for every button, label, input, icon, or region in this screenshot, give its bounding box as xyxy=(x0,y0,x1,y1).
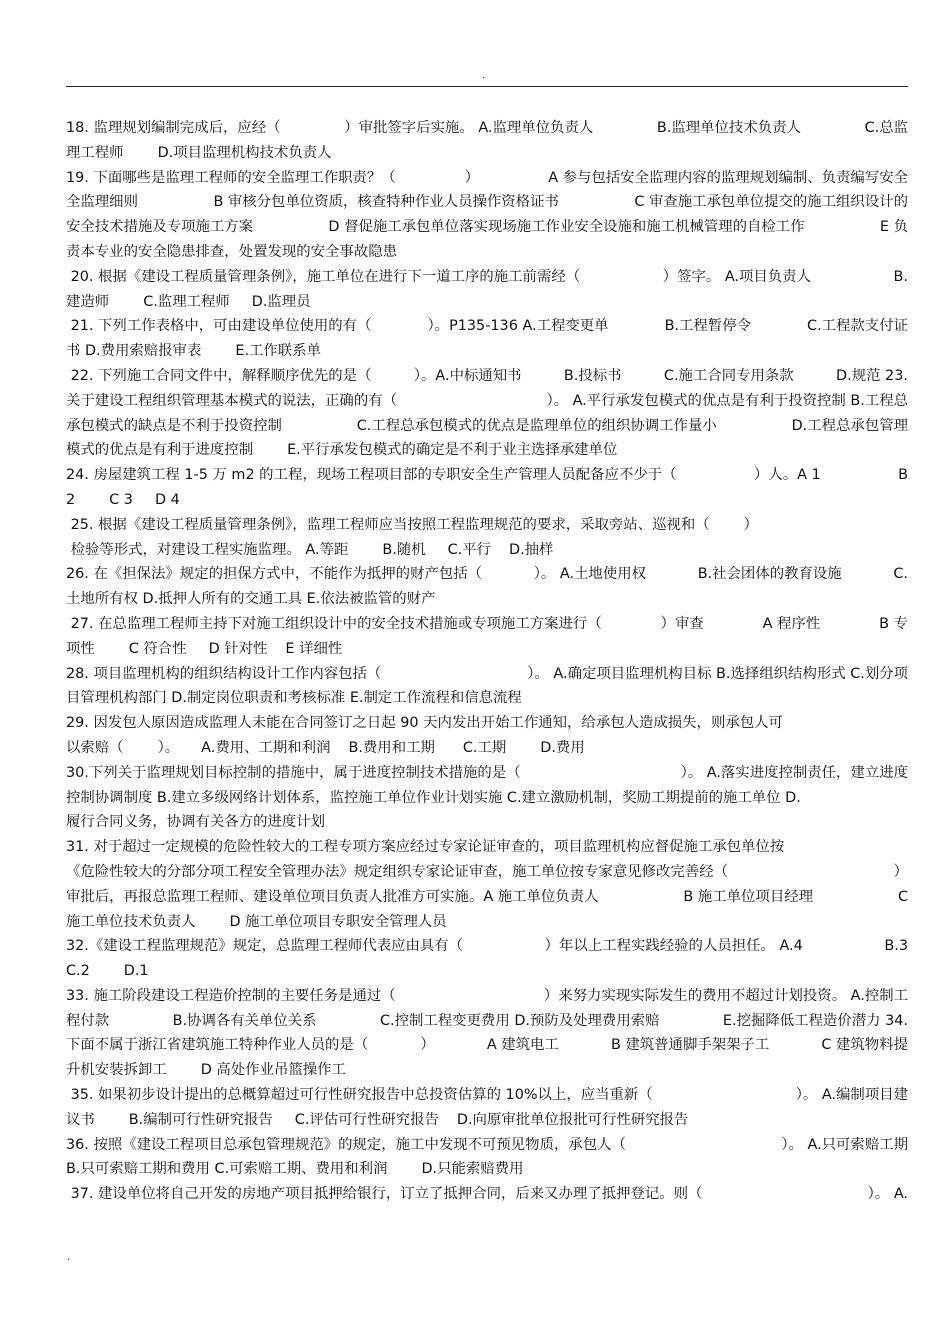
line-segment: ） xyxy=(893,863,908,880)
line-segment: B xyxy=(898,467,908,484)
text-line xyxy=(66,314,908,339)
line-segment: 建造师 xyxy=(66,293,110,310)
line-segment: ）。 A. xyxy=(867,1186,908,1203)
text-line xyxy=(66,339,908,364)
line-segment: D 4 xyxy=(154,491,180,508)
line-segment: C.总监 xyxy=(864,120,908,136)
line-segment: 35. 如果初步设计提出的总概算超过可行性研究报告中总投资估算的 10%以上，应当重新（ xyxy=(66,1087,653,1104)
line-segment: ）。 A.平行承发包模式的优点是有利于投资控制 B.工程总 xyxy=(546,392,908,409)
line-segment: E 负 xyxy=(879,219,908,236)
line-segment: D.向原审批单位报批可行性研究报告 xyxy=(456,1111,689,1128)
text-line xyxy=(66,166,908,191)
line-segment: 项性 xyxy=(66,640,95,657)
line-segment: 理工程师 xyxy=(66,144,124,161)
line-segment: B 施工单位项目经理 xyxy=(683,888,813,905)
text-line xyxy=(66,910,908,935)
line-segment: 20. 根据《建设工程质量管理条例》，施工单位在进行下一道工序的施工前需经（ xyxy=(66,268,581,285)
line-segment: B.工程暂停令 xyxy=(664,318,751,335)
text-line xyxy=(66,1157,908,1182)
text-line xyxy=(66,761,908,786)
line-segment: E 详细性 xyxy=(285,640,343,657)
text-line xyxy=(66,1058,908,1083)
line-segment: A 参与包括安全监理内容的监理规划编制、负责编写安全 xyxy=(548,169,908,186)
line-segment: 承包模式的缺点是不利于投资控制 xyxy=(66,417,282,434)
line-segment: C.控制工程变更费用 D.预防及处理费用索赔 xyxy=(380,1012,660,1029)
text-line xyxy=(66,736,908,761)
text-line xyxy=(66,934,908,959)
line-segment: B.社会团体的教育设施 xyxy=(697,566,842,583)
text-line xyxy=(66,711,908,736)
line-segment: B.3 xyxy=(884,938,908,955)
line-segment: 以索赔（ xyxy=(66,739,124,756)
line-segment: ） xyxy=(464,169,480,186)
text-line xyxy=(66,364,908,389)
text-line xyxy=(66,1182,908,1207)
text-line xyxy=(66,662,908,687)
line-segment: D.监理员 xyxy=(251,293,311,310)
line-segment: 19. 下面哪些是监理工程师的安全监理工作职责？（ xyxy=(66,169,396,186)
line-segment: 目管理机构部门 D.制定岗位职责和考核标准 E.制定工作流程和信息流程 xyxy=(66,690,522,707)
line-segment: A.费用、工期和利润 xyxy=(201,739,331,756)
line-segment: C 符合性 xyxy=(128,640,187,657)
line-segment: 32.《建设工程监理规范》规定，总监理工程师代表应由具有（ xyxy=(66,938,464,955)
header-rule xyxy=(66,86,908,87)
line-segment: C 3 xyxy=(109,491,133,508)
text-line xyxy=(66,389,908,414)
document-body xyxy=(66,116,908,1207)
line-segment: ）来努力实现实际发生的费用不超过计划投资。 A.控制工 xyxy=(543,987,908,1004)
line-segment: 施工单位技术负责人 xyxy=(66,913,196,930)
line-segment: 28. 项目监理机构的组织结构设计工作内容包括（ xyxy=(66,665,382,682)
text-line xyxy=(66,1133,908,1158)
line-segment: C.评估可行性研究报告 xyxy=(294,1111,439,1128)
line-segment: 控制协调制度 B.建立多级网络计划体系，监控施工单位作业计划实施 C.建立激励机制，奖励工期提前的施工单位 D. xyxy=(66,789,801,806)
line-segment: D.项目监理机构技术负责人 xyxy=(157,144,332,161)
line-segment: 21. 下列工作表格中，可由建设单位使用的有（ xyxy=(66,318,372,335)
line-segment: 检验等形式，对建设工程实施监理。 A.等距 xyxy=(66,541,349,558)
line-segment: 土地所有权 D.抵押人所有的交通工具 E.依法被监管的财产 xyxy=(66,591,436,608)
line-segment: B.编制可行性研究报告 xyxy=(128,1111,273,1128)
line-segment: 24. 房屋建筑工程 1-5 万 m2 的工程，现场工程项目部的专职安全生产管理人员配备应不少于（ xyxy=(66,467,677,484)
line-segment: ）。 A.只可索赔工期 xyxy=(781,1136,908,1153)
text-line xyxy=(66,438,908,463)
text-line xyxy=(66,860,908,885)
line-segment: ）。 A.确定项目监理机构目标 B.选择组织结构形式 C.划分项 xyxy=(527,665,908,682)
line-segment: ）。 A.落实进度控制责任，建立进度 xyxy=(680,764,908,781)
line-segment: 2 xyxy=(66,491,76,508)
line-segment: C.施工合同专用条款 xyxy=(663,367,794,384)
line-segment: ）审批签字后实施。 A.监理单位负责人 xyxy=(344,120,594,136)
text-line xyxy=(66,562,908,587)
line-segment: C.2 xyxy=(66,963,90,980)
line-segment: B 审核分包单位资质，核查特种作业人员操作资格证书 xyxy=(213,194,559,211)
text-line xyxy=(66,240,908,265)
text-line xyxy=(66,463,908,488)
line-segment: D.规范 23. xyxy=(836,367,908,384)
line-segment: ）签字。 A.项目负责人 xyxy=(662,268,811,285)
text-line xyxy=(66,885,908,910)
line-segment: A 程序性 xyxy=(762,615,821,632)
text-line xyxy=(66,637,908,662)
line-segment: C.工期 xyxy=(462,739,507,756)
footer-mark: . xyxy=(67,1252,71,1263)
line-segment: B.只可索赔工期和费用 C.可索赔工期、费用和利润 xyxy=(66,1161,388,1178)
text-line xyxy=(66,141,908,166)
line-segment: B.费用和工期 xyxy=(348,739,435,756)
line-segment: ）。 A.编制项目建 xyxy=(795,1087,908,1104)
text-line xyxy=(66,414,908,439)
text-line xyxy=(66,290,908,315)
line-segment: C.工程总承包模式的优点是监理单位的组织协调工作量小 xyxy=(356,417,717,434)
line-segment: B.投标书 xyxy=(563,367,622,384)
line-segment: 责本专业的安全隐患排查，处置发现的安全事故隐患 xyxy=(66,243,397,260)
line-segment: 18. 监理规划编制完成后，应经（ xyxy=(66,120,281,136)
text-line xyxy=(66,116,908,141)
line-segment: ）。 A.土地使用权 xyxy=(533,566,646,583)
line-segment: 《危险性较大的分部分项工程安全管理办法》规定组织专家论证审查，施工单位按专家意见修改完善经（ xyxy=(66,863,728,880)
text-line xyxy=(66,538,908,563)
text-line xyxy=(66,1108,908,1133)
line-segment: 议书 xyxy=(66,1111,95,1128)
line-segment: D.只能索赔费用 xyxy=(421,1161,524,1178)
line-segment: 27. 在总监理工程师主持下对施工组织设计中的安全技术措施或专项施工方案进行（ xyxy=(66,615,602,632)
text-line xyxy=(66,984,908,1009)
line-segment: 审批后，再报总监理工程师、建设单位项目负责人批准方可实施。A 施工单位负责人 xyxy=(66,888,599,905)
text-line xyxy=(66,488,908,513)
line-segment: B.协调各有关单位关系 xyxy=(172,1012,317,1029)
line-segment: D 施工单位项目专职安全管理人员 xyxy=(229,913,447,930)
line-segment: C.工程款支付证 xyxy=(807,318,908,335)
line-segment: 22. 下列施工合同文件中，解释顺序优先的是（ xyxy=(66,367,372,384)
line-segment: ）年以上工程实践经验的人员担任。 A.4 xyxy=(544,938,803,955)
text-line xyxy=(66,959,908,984)
text-line xyxy=(66,1033,908,1058)
line-segment: D.抽样 xyxy=(509,541,554,558)
line-segment: 26. 在《担保法》规定的担保方式中，不能作为抵押的财产包括（ xyxy=(66,566,483,583)
line-segment: 全监理细则 xyxy=(66,194,138,211)
header-mark: . xyxy=(482,70,486,81)
line-segment: C.平行 xyxy=(447,541,491,558)
line-segment: B.随机 xyxy=(382,541,426,558)
line-segment: 履行合同义务，协调有关各方的进度计划 xyxy=(66,814,326,831)
text-line xyxy=(66,835,908,860)
line-segment: 下面不属于浙江省建筑施工特种作业人员的是（ xyxy=(66,1037,369,1054)
line-segment: ）人。A 1 xyxy=(753,467,821,484)
text-line xyxy=(66,1009,908,1034)
line-segment: ） xyxy=(743,516,759,533)
line-segment: 关于建设工程组织管理基本模式的说法，正确的有（ xyxy=(66,392,397,409)
line-segment: ）。 xyxy=(157,739,180,756)
line-segment: D.1 xyxy=(123,963,149,980)
line-segment: C. xyxy=(893,566,908,583)
line-segment: D.费用 xyxy=(540,739,585,756)
line-segment: 书 D.费用索赔报审表 xyxy=(66,343,202,360)
line-segment: D 针对性 xyxy=(208,640,268,657)
line-segment: A 建筑电工 xyxy=(486,1037,559,1054)
line-segment: B. xyxy=(893,268,908,285)
line-segment: E.平行承发包模式的确定是不利于业主选择承建单位 xyxy=(287,442,618,459)
line-segment: B.监理单位技术负责人 xyxy=(656,120,801,136)
line-segment: 升机安装拆卸工 xyxy=(66,1062,167,1079)
text-line xyxy=(66,190,908,215)
line-segment: 33. 施工阶段建设工程造价控制的主要任务是通过（ xyxy=(66,987,396,1004)
text-line xyxy=(66,215,908,240)
line-segment: C 审查施工承包单位提交的施工组织设计的 xyxy=(634,194,908,211)
line-segment: C xyxy=(897,888,908,905)
line-segment: E.挖掘降低工程造价潜力 34. xyxy=(722,1012,908,1029)
line-segment: ）。A.中标通知书 xyxy=(413,367,522,384)
line-segment: ）。P135-136 A.工程变更单 xyxy=(427,318,609,335)
text-line xyxy=(66,686,908,711)
line-segment: ） xyxy=(420,1037,435,1054)
text-line xyxy=(66,612,908,637)
line-segment: E.工作联系单 xyxy=(235,343,321,360)
text-line xyxy=(66,1083,908,1108)
text-line xyxy=(66,587,908,612)
line-segment: 安全技术措施及专项施工方案 xyxy=(66,219,254,236)
line-segment: B 建筑普通脚手架架子工 xyxy=(610,1037,770,1054)
line-segment: D 督促施工承包单位落实现场施工作业安全设施和施工机械管理的自检工作 xyxy=(328,219,805,236)
line-segment: 31. 对于超过一定规模的危险性较大的工程专项方案应经过专家论证审查的，项目监理机构应督促施工承包单位按 xyxy=(66,839,785,856)
line-segment: D 高处作业吊篮操作工 xyxy=(200,1062,346,1079)
line-segment: 模式的优点是有利于进度控制 xyxy=(66,442,254,459)
line-segment: 程付款 xyxy=(66,1012,110,1029)
text-line xyxy=(66,810,908,835)
line-segment: C 建筑物料提 xyxy=(821,1037,908,1054)
line-segment: ）审查 xyxy=(660,615,704,632)
text-line xyxy=(66,265,908,290)
line-segment: D.工程总承包管理 xyxy=(791,417,908,434)
line-segment: 29. 因发包人原因造成监理人未能在合同签订之日起 90 天内发出开始工作通知，给承包人造成损失，则承包人可 xyxy=(66,715,783,732)
line-segment: 30.下列关于监理规划目标控制的措施中，属于进度控制技术措施的是（ xyxy=(66,764,521,781)
line-segment: C.监理工程师 xyxy=(143,293,230,310)
line-segment: 37. 建设单位将自己开发的房地产项目抵押给银行，订立了抵押合同，后来又办理了抵押登记。则（ xyxy=(66,1186,703,1203)
text-line xyxy=(66,513,908,538)
text-line xyxy=(66,786,908,811)
line-segment: 36. 按照《建设工程项目总承包管理规范》的规定，施工中发现不可预见物质，承包人（ xyxy=(66,1136,626,1153)
line-segment: B 专 xyxy=(879,615,908,632)
line-segment: 25. 根据《建设工程质量管理条例》，监理工程师应当按照工程监理规范的要求，采取旁站、巡视和（ xyxy=(66,516,710,533)
